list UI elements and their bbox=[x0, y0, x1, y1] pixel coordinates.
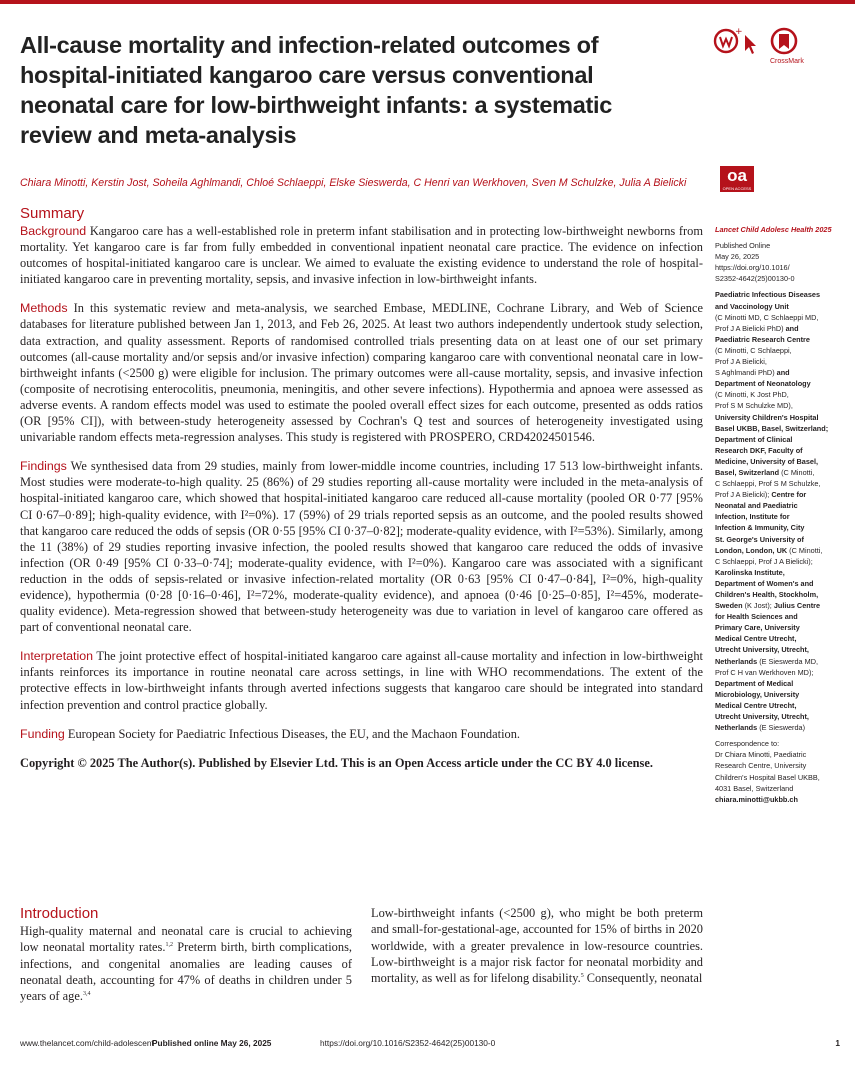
affiliation-line bbox=[715, 589, 845, 600]
correspondence-line bbox=[715, 749, 845, 760]
intro-text: High-quality maternal and neonatal care is crucial to achieving low neonatal mortality rates. bbox=[20, 924, 352, 955]
affiliation-line bbox=[715, 356, 845, 367]
funding-label: Funding bbox=[20, 726, 65, 741]
affiliation-line-segment: Neonatal and Paediatric bbox=[715, 501, 798, 511]
affiliation-line-segment: Centre for bbox=[771, 490, 807, 500]
affiliation-line-segment: S Aghlmandi PhD) bbox=[715, 368, 777, 378]
summary-section bbox=[20, 205, 703, 784]
correspondence-line bbox=[715, 760, 845, 771]
svg-text:+: + bbox=[735, 27, 743, 37]
copyright-paragraph bbox=[20, 755, 703, 771]
footer-published: Published online May 26, 2025 bbox=[152, 1038, 272, 1048]
title-line: hospital-initiated kangaroo care versus conventional bbox=[20, 62, 594, 88]
affiliation-line-segment: Department of Neonatology bbox=[715, 379, 811, 389]
correspondence-line-segment: Correspondence to: bbox=[715, 739, 780, 749]
affiliation-line bbox=[715, 700, 845, 711]
oa-badge-text: oa bbox=[727, 166, 747, 185]
affiliation-line bbox=[715, 389, 845, 400]
affiliation-line bbox=[715, 412, 845, 423]
oa-badge-subtext: OPEN ACCESS bbox=[722, 186, 752, 191]
affiliation-line bbox=[715, 301, 845, 312]
summary-heading: Summary bbox=[20, 205, 85, 222]
affiliation-line-segment: (C Minotti, bbox=[781, 467, 815, 477]
affiliation-line-segment: Prof J A Bielicki); bbox=[715, 490, 772, 500]
affiliation-line-segment: Sweden bbox=[715, 601, 745, 611]
affiliation-line-segment: Karolinska Institute, bbox=[715, 567, 785, 577]
affiliation-line bbox=[715, 611, 845, 622]
copyright-label: Copyright bbox=[20, 755, 75, 770]
citation-ref[interactable]: 5 bbox=[580, 973, 584, 980]
affiliation-line-segment: (C Minotti, K Jost PhD, bbox=[715, 390, 789, 400]
findings-label: Findings bbox=[20, 459, 67, 474]
affiliation-line-segment: (K Jost); bbox=[744, 601, 774, 611]
intro-text: Consequently, neonatal bbox=[583, 971, 703, 986]
affiliation-line bbox=[715, 345, 845, 356]
affiliation-line-segment: Paediatric Infectious Diseases bbox=[715, 290, 821, 300]
affiliation-line bbox=[715, 722, 845, 733]
affiliation-line-segment: Netherlands bbox=[715, 656, 760, 666]
affiliation-line-segment: C Schlaeppi, Prof S M Schulzke, bbox=[715, 479, 821, 489]
findings-text: We synthesised data from 29 studies, mainly from lower-middle income countries, including 17 513 low-birthweight infants. Most studies were moderate-to-high quality. 25 (86%) of 29 studies reporting all-cause mortality were included in the meta-analysis of hospital-initiated kangaroo care, which showed that hospital-initiated kangaroo care reduced all-cause mortality (pooled OR 0·77 [95% CI 0·67–0·89]; high-quality evidence, with I²=0%). 17 (59%) of 29 trials reported sepsis as an outcome, and the pooled results showed that kangaroo care reduced the odds of sepsis (OR 0·55 [95% CI 0·37–0·82]; moderate-quality evidence, with I²=53%). Similarly, among the 11 (38%) of 29 studies reporting invasive infection, the pooled results showed that kangaroo care reduced the odds of invasive infection (OR 0·49 [95% CI 0·33–0·74]; moderate-quality evidence, with I²=0%). Kangaroo care was associated with a significant reduction in the odds of sepsis-related or invasive infection-related mortality (OR 0·63 [95% CI 0·47–0·84], I²=0%, high-quality evidence), hypothermia (0·28 [0·16–0·46], I²=72%, moderate-quality evidence), and apnoea (0·46 [0·25–0·85], I²=45%, moderate-quality evidence). Meta-regression showed that between-study heterogeneity was due to variation in level of kangaroo care offered as part of conventional neonatal care. bbox=[20, 459, 703, 635]
sidebar bbox=[715, 224, 845, 810]
background-text: Kangaroo care has a well-established role in preterm infant stabilisation and in protecting low-birthweight newborns from mortality. Yet kangaroo care is far from fully embedded in conventional inpatient neonatal care practice. The evidence on infection outcomes of hospital-initiated kangaroo care is unclear. We aimed to evaluate the existing evidence to understand the role of hospital-initiated kangaroo care in preventing mortality, sepsis, and invasive infection in low-birthweight infants. bbox=[20, 224, 703, 287]
top-accent-bar bbox=[0, 0, 855, 4]
affiliation-line-segment: C Schlaeppi, Prof J A Bielicki); bbox=[715, 556, 813, 566]
affiliation-line bbox=[715, 500, 845, 511]
methods-label: Methods bbox=[20, 301, 68, 316]
copyright-text: © 2025 The Author(s). Published by Elsevier Ltd. This is an Open Access article under the CC BY 4.0 license. bbox=[74, 755, 653, 770]
affiliation-line bbox=[715, 689, 845, 700]
affiliation-line bbox=[715, 511, 845, 522]
intro-column-1 bbox=[20, 905, 352, 1004]
correspondence bbox=[715, 738, 845, 805]
affiliation-line bbox=[715, 656, 845, 667]
affiliation-line-segment: Department of Medical bbox=[715, 678, 794, 688]
affiliation-line-segment: and bbox=[785, 323, 799, 333]
affiliation-line-segment: Infection & Immunity, City bbox=[715, 523, 805, 533]
doi-line[interactable]: https://doi.org/10.1016/ bbox=[715, 263, 790, 273]
affiliation-line-segment: Department of Clinical bbox=[715, 434, 793, 444]
intro-column-2 bbox=[371, 905, 703, 986]
affiliation-line bbox=[715, 600, 845, 611]
introduction-heading: Introduction bbox=[20, 905, 99, 922]
correspondence-line-segment: chiara.minotti@ukbb.ch bbox=[715, 794, 798, 804]
affiliation-line-segment: Medical Centre Utrecht, bbox=[715, 634, 797, 644]
affiliation-line bbox=[715, 633, 845, 644]
affiliation-line-segment: (C Minotti MD, C Schlaeppi MD, bbox=[715, 312, 819, 322]
affiliation-line bbox=[715, 622, 845, 633]
affiliation-line bbox=[715, 367, 845, 378]
affiliation-line bbox=[715, 467, 845, 478]
crossmark-label: CrossMark bbox=[770, 58, 804, 65]
interpretation-paragraph bbox=[20, 648, 703, 712]
affiliation-line-segment: Basel UKBB, Basel, Switzerland; bbox=[715, 423, 829, 433]
doi-line[interactable]: S2352-4642(25)00130-0 bbox=[715, 274, 795, 284]
altmetric-w-icon[interactable] bbox=[715, 27, 743, 52]
affiliation-line-segment: Medicine, University of Basel, bbox=[715, 456, 819, 466]
citation-ref[interactable]: 3,4 bbox=[82, 991, 91, 998]
open-access-badge bbox=[720, 166, 754, 192]
affiliation-line bbox=[715, 334, 845, 345]
affiliation-line bbox=[715, 456, 845, 467]
affiliation-line bbox=[715, 556, 845, 567]
footer-url[interactable]: www.thelancet.com/child-adolescent bbox=[20, 1038, 154, 1048]
funding-text: European Society for Paediatric Infectious Diseases, the EU, and the Machaon Foundation. bbox=[64, 726, 521, 741]
interpretation-text: The joint protective effect of hospital-initiated kangaroo care against all-cause mortality and infection in low-birthweight infants reinforces its importance in routine neonatal care across settings, in line with WHO recommendations. The extent of the protective effects in low-birthweight infants through averted infections suggests that kangaroo care should be integrated into standard infection prevention and control practice globally. bbox=[20, 649, 703, 712]
affiliation-line-segment: Microbiology, University bbox=[715, 689, 800, 699]
page-number: 1 bbox=[835, 1038, 840, 1048]
title-line: All-cause mortality and infection-related outcomes of bbox=[20, 32, 599, 58]
affiliations bbox=[715, 289, 845, 733]
affiliation-line-segment: and bbox=[776, 368, 790, 378]
affiliation-line bbox=[715, 644, 845, 655]
affiliation-line bbox=[715, 478, 845, 489]
affiliation-line bbox=[715, 400, 845, 411]
interpretation-label: Interpretation bbox=[20, 649, 94, 664]
affiliation-line bbox=[715, 378, 845, 389]
correspondence-line-segment: Children's Hospital Basel UKBB, bbox=[715, 772, 820, 782]
affiliation-line-segment: Paediatric Research Centre bbox=[715, 334, 810, 344]
affiliation-line-segment: Prof S M Schulzke MD), bbox=[715, 401, 793, 411]
affiliation-line-segment: University Children's Hospital bbox=[715, 412, 819, 422]
affiliation-line-segment: and Vaccinology Unit bbox=[715, 301, 789, 311]
affiliation-line-segment: Children's Health, Stockholm, bbox=[715, 590, 819, 599]
title-line: neonatal care for low-birthweight infants: a systematic bbox=[20, 92, 613, 118]
affiliation-line-segment: (C Minotti, bbox=[789, 545, 823, 555]
background-label: Background bbox=[20, 224, 87, 238]
publication-info bbox=[715, 240, 845, 284]
title-line: review and meta-analysis bbox=[20, 122, 297, 148]
affiliation-line-segment: Prof C H van Werkhoven MD); bbox=[715, 667, 814, 677]
correspondence-line-segment: Research Centre, University bbox=[715, 761, 807, 771]
cursor-icon bbox=[745, 35, 756, 54]
affiliation-line-segment: for Health Sciences and bbox=[715, 612, 798, 622]
affiliation-line bbox=[715, 289, 845, 300]
methods-text: In this systematic review and meta-analysis, we searched Embase, MEDLINE, Cochrane Library, and Web of Science databases for literature published between Jan 1, 2013, and Feb 26, 2025. At least two authors independently undertook study selection, data extraction, and quality assessment. Reports of randomised controlled trials presenting data on at least one of our set primary outcomes (all-cause mortality and/or sepsis and/or invasive infection) comparing kangaroo care with conventional neonatal care in low-birthweight infants (<2500 g) were eligible for inclusion. The primary outcomes were all-cause mortality, sepsis, and invasive infection (composite of necrotising enterocolitis, pneumonia, meningitis, and other severe infections). Hypothermia and apnoea were assessed as adverse events. A random effects model was used to estimate the pooled overall effect sizes for each outcome, presented as odds ratios (OR [95% CI]), with between-study heterogeneity assessed by Cochran's Q test and sources of heterogeneity investigated using univariable random effects meta-regression analyses. This study is registered with PROSPERO, CRD42024501546. bbox=[20, 301, 703, 445]
affiliation-line-segment: Prof J A Bielicki PhD) bbox=[715, 323, 786, 333]
affiliation-line bbox=[715, 522, 845, 533]
affiliation-line-segment: Basel, Switzerland bbox=[715, 467, 782, 477]
methods-paragraph bbox=[20, 300, 703, 445]
affiliation-line bbox=[715, 489, 845, 500]
affiliation-line bbox=[715, 667, 845, 678]
crossmark-icon[interactable] bbox=[772, 29, 796, 53]
affiliation-line bbox=[715, 711, 845, 722]
findings-paragraph bbox=[20, 458, 703, 635]
background-paragraph bbox=[20, 223, 703, 287]
affiliation-line-segment: Prof J A Bielicki, bbox=[715, 357, 767, 367]
correspondence-line bbox=[715, 772, 845, 783]
affiliation-line-segment: (E Sieswerda) bbox=[759, 723, 806, 733]
affiliation-line-segment: Research DKF, Faculty of bbox=[715, 445, 803, 455]
correspondence-line-segment: Dr Chiara Minotti, Paediatric bbox=[715, 750, 807, 760]
affiliation-line-segment: Medical Centre Utrecht, bbox=[715, 700, 797, 710]
affiliation-line bbox=[715, 534, 845, 545]
affiliation-line bbox=[715, 567, 845, 578]
correspondence-line-segment: 4031 Basel, Switzerland bbox=[715, 783, 794, 793]
publication-line: Published Online bbox=[715, 241, 771, 251]
correspondence-line bbox=[715, 738, 845, 749]
affiliation-line-segment: Utrecht University, Utrecht, bbox=[715, 712, 809, 722]
citation-ref[interactable]: 1,2 bbox=[165, 942, 173, 949]
correspondence-line bbox=[715, 794, 845, 805]
footer-doi[interactable]: https://doi.org/10.1016/S2352-4642(25)00130-0 bbox=[320, 1038, 496, 1048]
affiliation-line bbox=[715, 423, 845, 434]
affiliation-line bbox=[715, 545, 845, 556]
affiliation-line-segment: Netherlands bbox=[715, 723, 760, 733]
publication-line: May 26, 2025 bbox=[715, 252, 760, 262]
affiliation-line bbox=[715, 578, 845, 589]
affiliation-line bbox=[715, 323, 845, 334]
affiliation-line bbox=[715, 312, 845, 323]
affiliation-line-segment: (C Minotti, C Schlaeppi, bbox=[715, 345, 792, 355]
affiliation-line-segment: London, London, UK bbox=[715, 545, 790, 555]
affiliation-line-segment: Department of Women's and bbox=[715, 578, 814, 588]
journal-name: Lancet Child Adolesc Health 2025 bbox=[715, 225, 832, 234]
author-list: Chiara Minotti, Kerstin Jost, Soheila Aghlmandi, Chloé Schlaeppi, Elske Sieswerda, C Henri van Werkhoven, Sven M Schulzke, Julia A Bielicki bbox=[20, 177, 687, 189]
intro-text: Low-birthweight infants (<2500 g), who might be both preterm and small-for-gestational-age, accounted for 15% of births in 2020 worldwide, with a greater prevalence in low-resource countries. Low-birthweight is a major risk factor for neonatal morbidity and mortality, as well as for lifelong disability. bbox=[371, 906, 703, 986]
affiliation-line-segment: Utrecht University, Utrecht, bbox=[715, 645, 809, 655]
affiliation-line bbox=[715, 434, 845, 445]
affiliation-line-segment: St. George's University of bbox=[715, 534, 804, 544]
intro-text: Preterm birth, birth complications, infections, and congenital anomalies are leading causes of neonatal death, accounting for 47% of deaths in children under 5 years of age. bbox=[20, 940, 352, 1004]
article-title bbox=[20, 30, 680, 150]
affiliation-line-segment: (E Sieswerda MD, bbox=[759, 656, 818, 666]
funding-paragraph bbox=[20, 726, 703, 742]
affiliation-line-segment: Julius Centre bbox=[773, 601, 821, 611]
affiliation-line bbox=[715, 678, 845, 689]
affiliation-line bbox=[715, 445, 845, 456]
correspondence-line bbox=[715, 783, 845, 794]
affiliation-line-segment: Primary Care, University bbox=[715, 623, 800, 633]
affiliation-line-segment: Infection, Institute for bbox=[715, 512, 790, 522]
